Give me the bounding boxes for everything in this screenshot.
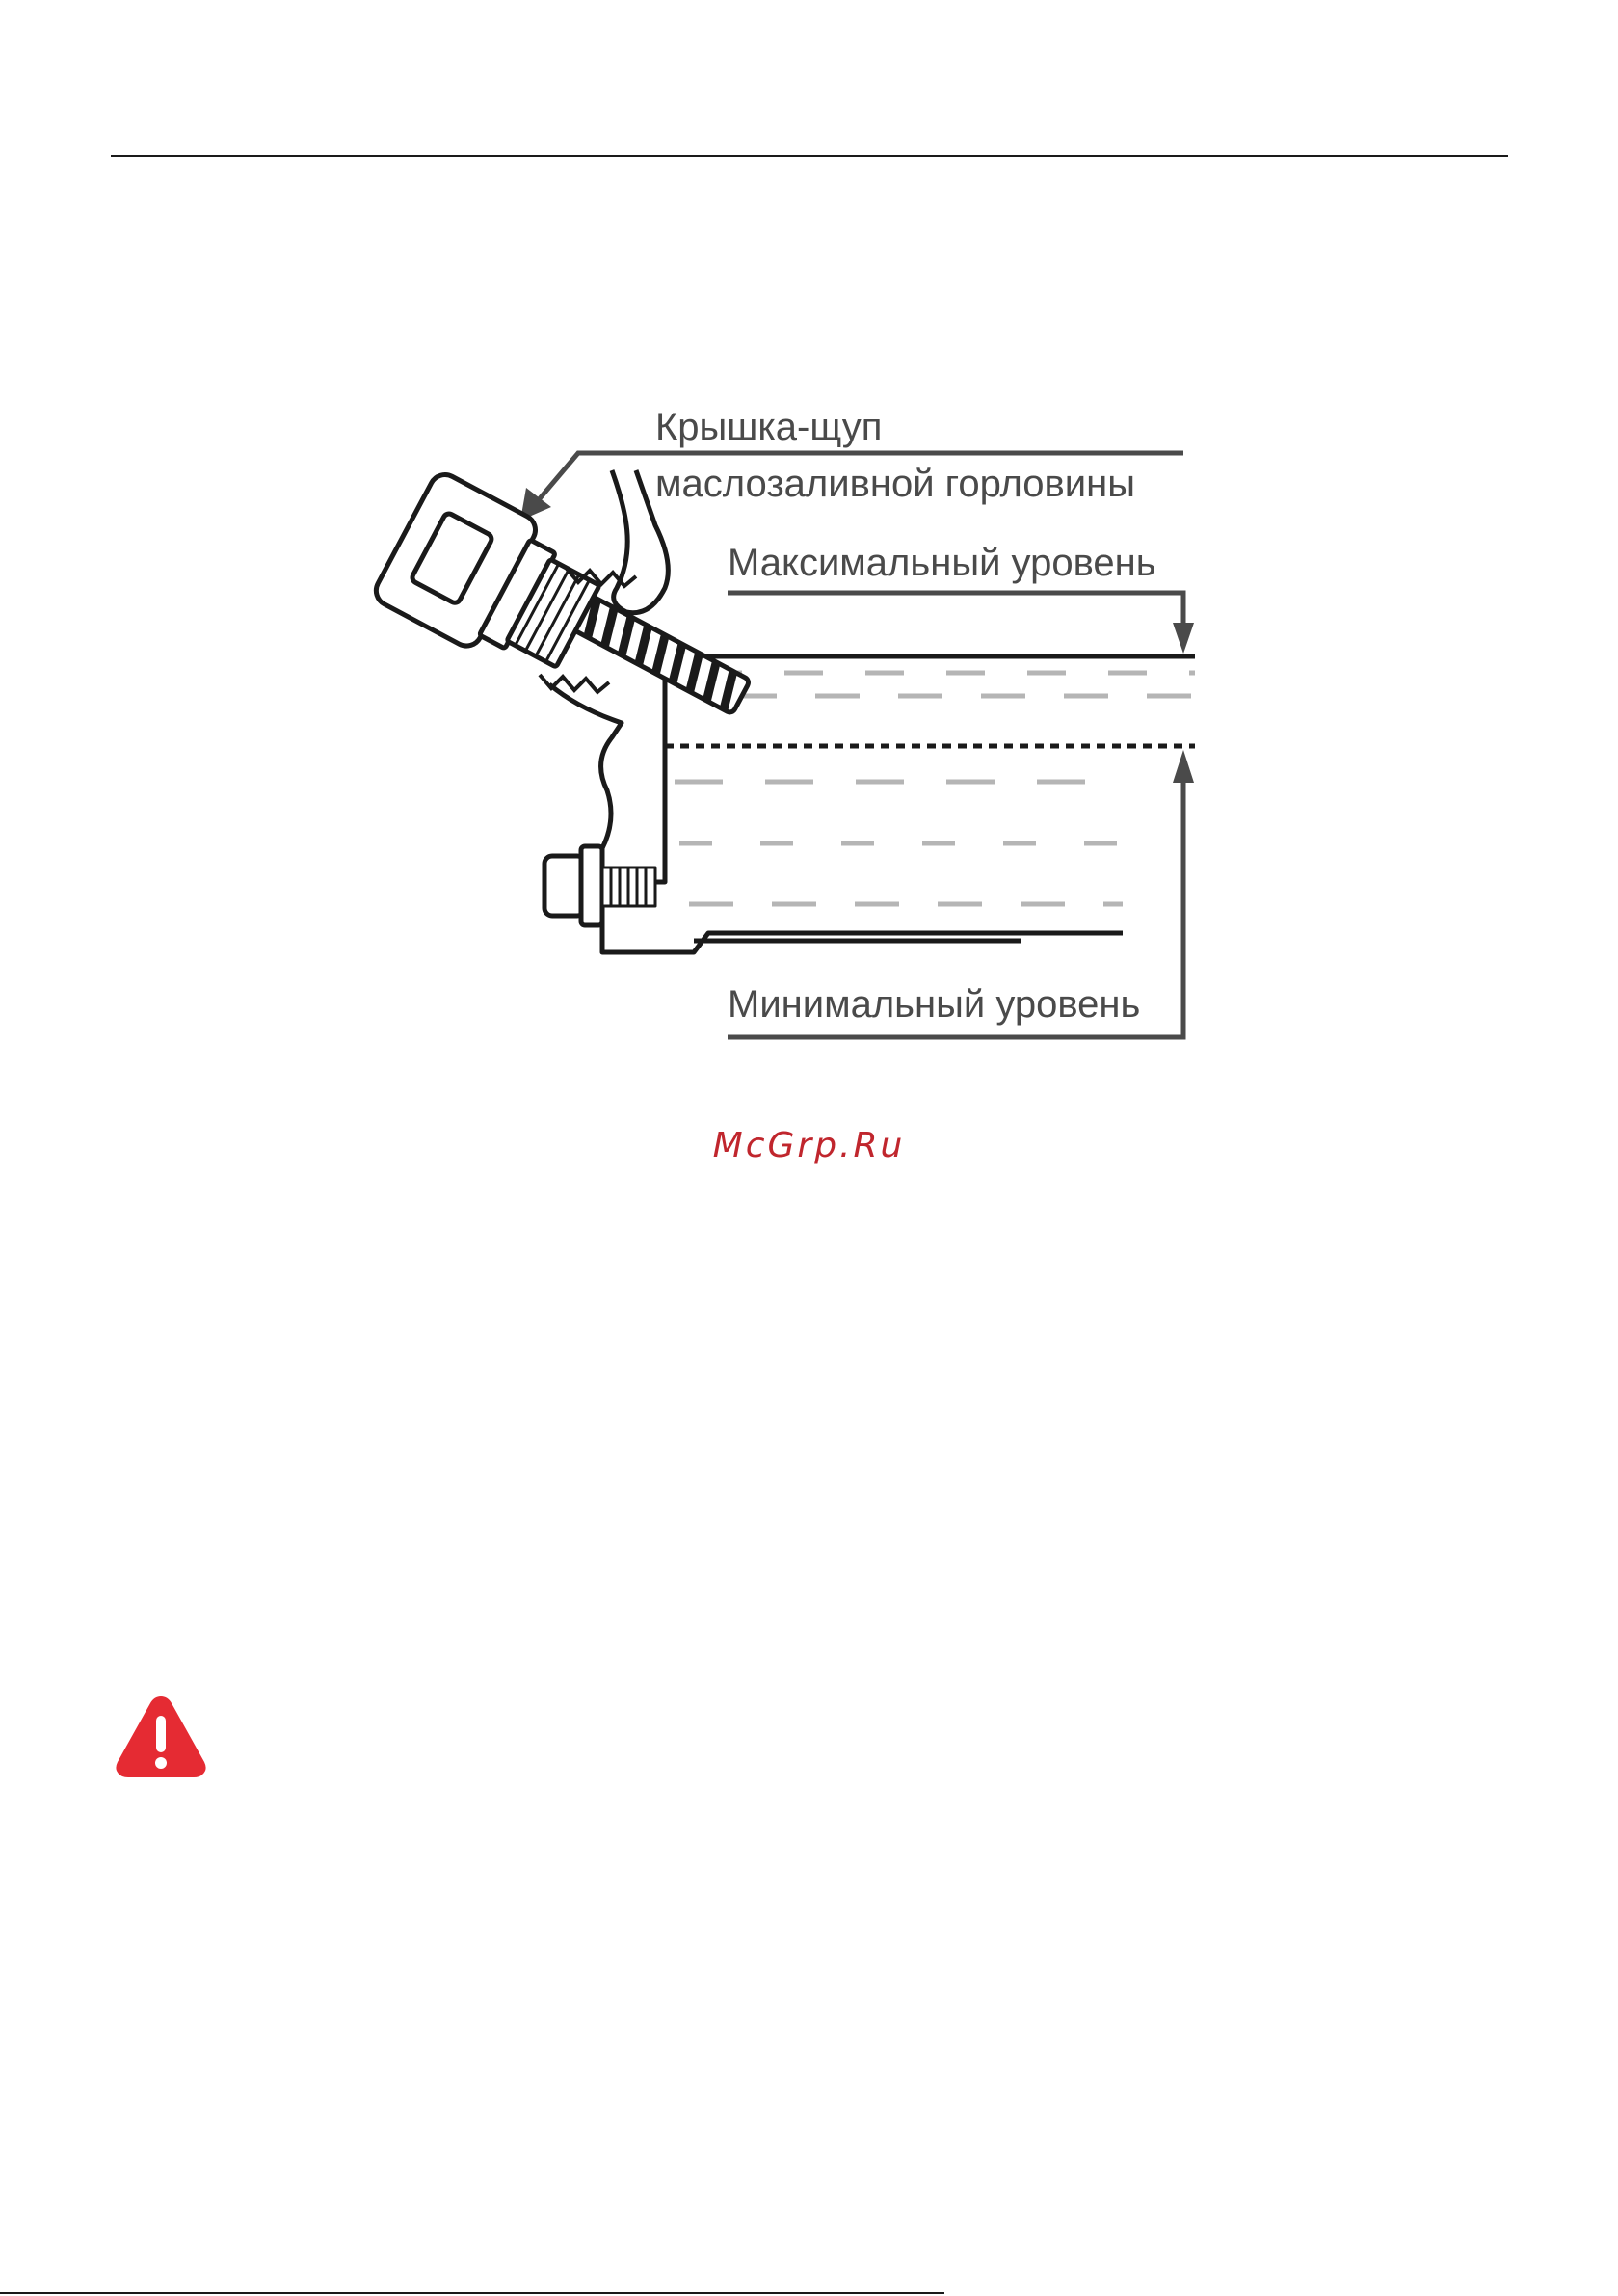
watermark: McGrp.Ru (712, 1126, 906, 1165)
label-cap-line2: маслозаливной горловины (655, 463, 1135, 505)
footer-rule (0, 2292, 944, 2294)
label-cap-line1: Крышка-щуп (655, 406, 883, 448)
oil-fill-dashes (675, 673, 1195, 904)
warning-triangle-icon (114, 1693, 208, 1779)
label-max-level: Максимальный уровень (728, 542, 1156, 584)
max-level-arrow (728, 593, 1194, 654)
oil-level-diagram (0, 0, 1618, 1108)
drain-bolt (544, 846, 655, 925)
label-min-level: Минимальный уровень (728, 983, 1141, 1026)
